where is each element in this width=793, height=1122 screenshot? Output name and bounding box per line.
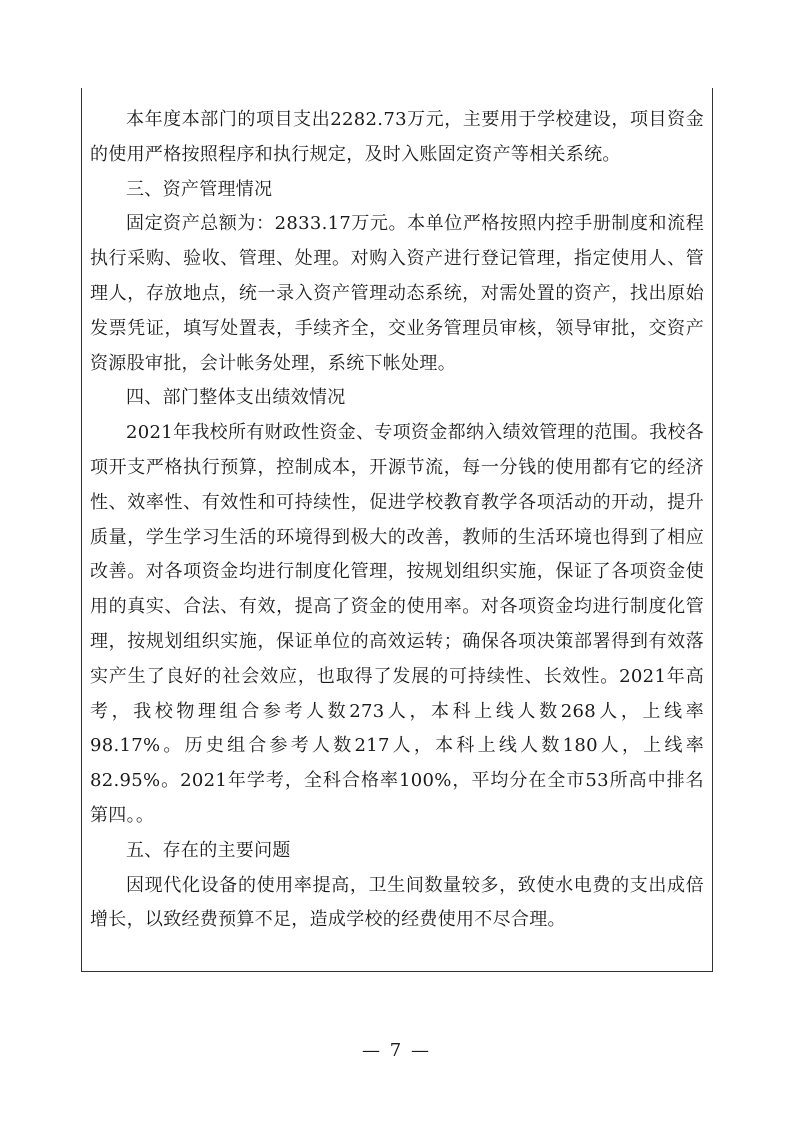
section-heading-problems: 五、存在的主要问题 bbox=[126, 839, 291, 861]
asset-management-paragraph: 固定资产总额为：2833.17万元。本单位严格按照内控手册制度和流程执行采购、验收、管理、处理。对购入资产进行登记管理，指定使用人、管理人，存放地点，统一录入资产管理动态系统，对需处置的资产，找出原始发票凭证，填写处置表，手续齐全，交业务管理员审核，领导审批，交资产资源股审批，会计帐务处理，系统下帐处理。 bbox=[90, 213, 704, 374]
problems-paragraph: 因现代化设备的使用率提高，卫生间数量较多，致使水电费的支出成倍增长，以致经费预算不足，造成学校的经费使用不尽合理。 bbox=[90, 874, 704, 931]
performance-paragraph: 2021年我校所有财政性资金、专项资金都纳入绩效管理的范围。我校各项开支严格执行预算，控制成本，开源节流，每一分钱的使用都有它的经济性、效率性、有效性和可持续性，促进学校教育教学各项活动的开动，提升质量，学生学习生活的环境得到极大的改善，教师的生活环境也得到了相应改善。对各项资金均进行制度化管理，按规划组织实施，保证了各项资金使用的真实、合法、有效，提高了资金的使用率。对各项资金均进行制度化管理，按规划组织实施，保证单位的高效运转；确保各项决策部署得到有效落实产生了良好的社会效应，也取得了发展的可持续性、长效性。2021年高考，我校物理组合参考人数273人，本科上线人数268人，上线率98.17%。历史组合参考人数217人，本科上线人数180人，上线率82.95%。2021年学考，全科合格率100%，平均分在全市53所高中排名第四。。 bbox=[90, 422, 704, 826]
project-expense-paragraph: 本年度本部门的项目支出2282.73万元，主要用于学校建设，项目资金的使用严格按照程序和执行规定，及时入账固定资产等相关系统。 bbox=[90, 109, 704, 165]
document-body bbox=[90, 103, 704, 938]
page-number: — 7 — bbox=[362, 1040, 431, 1061]
section-heading-asset-management: 三、资产管理情况 bbox=[126, 178, 273, 200]
section-heading-performance: 四、部门整体支出绩效情况 bbox=[126, 387, 346, 409]
